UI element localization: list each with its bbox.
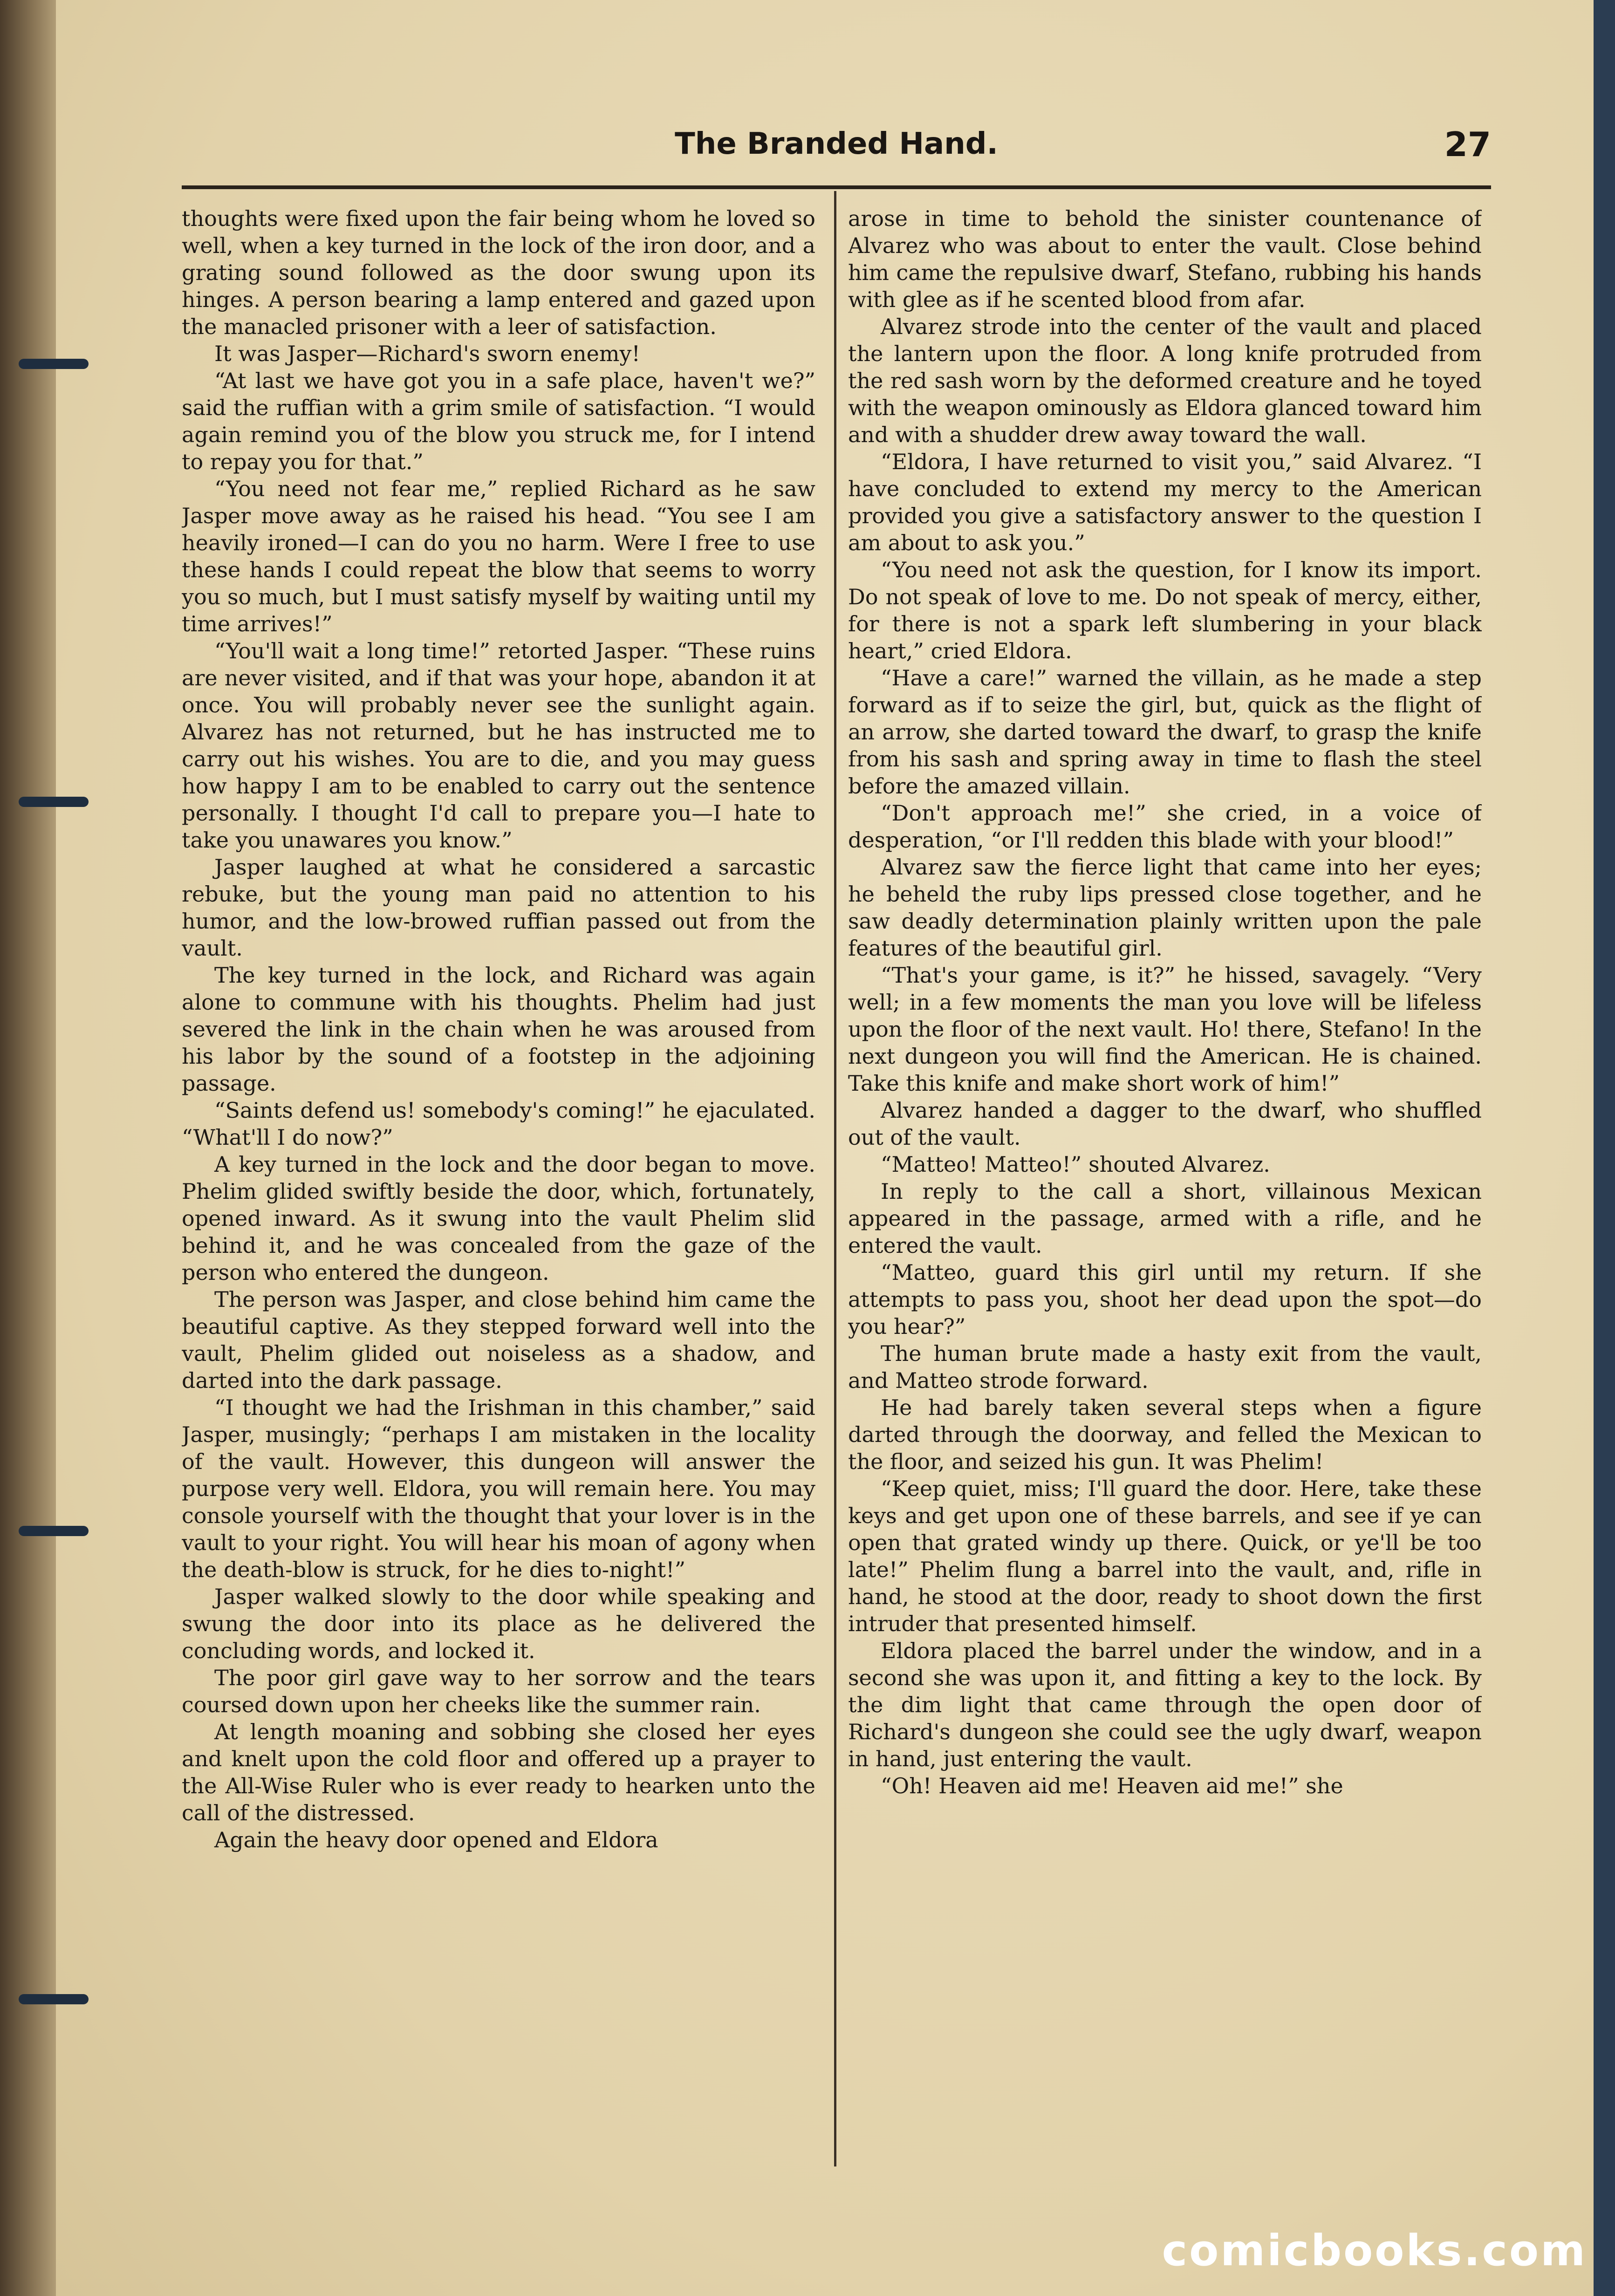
paragraph: “Matteo, guard this girl until my return. If she attempts to pass you, shoot her dead upon the spot—do you hear?” (848, 1260, 1482, 1339)
paragraph: Alvarez strode into the center of the vault and placed the lantern upon the floor. A long knife protruded from the red sash worn by the deformed creature and he toyed with the weapon ominously as Eldora glanced toward him and with a shudder drew away toward the wall. (848, 314, 1482, 447)
paragraph: He had barely taken several steps when a figure darted through the doorway, and felled the Mexican to the floor, and seized his gun. It was Phelim! (848, 1395, 1482, 1474)
paragraph: The person was Jasper, and close behind him came the beautiful captive. As they stepped forward well into the vault, Phelim glided out noiseless as a shadow, and darted into the dark passage. (182, 1287, 815, 1393)
watermark: comicbooks.com (1162, 2226, 1587, 2276)
paragraph: “You'll wait a long time!” retorted Jasper. “These ruins are never visited, and if that was your hope, abandon it at once. You will probably never see the sunlight again. Alvarez has not returned, but he has instructed me to carry out his wishes. You are to die, and you may guess how happy I am to be enabled to carry out the sentence personally. I thought I'd call to prepare you—I hate to take you unawares you know.” (182, 638, 815, 853)
binding-stitch (19, 359, 89, 369)
paragraph: Jasper laughed at what he considered a sarcastic rebuke, but the young man paid no attention to his humor, and the low-browed ruffian passed out from the vault. (182, 854, 815, 961)
running-title: The Branded Hand. (675, 127, 998, 161)
paragraph: “Keep quiet, miss; I'll guard the door. Here, take these keys and get upon one of these barrels, and see if ye can open that grated windy up there. Quick, or ye'll be too late!” Phelim flung a barrel into the vault, and, rifle in hand, he stood at the door, ready to shoot down the first intruder that presented himself. (848, 1476, 1482, 1636)
paragraph: Eldora placed the barrel under the window, and in a second she was upon it, and fitting a key to the lock. By the dim light that came through the open door of Richard's dungeon she could see the ugly dwarf, weapon in hand, just entering the vault. (848, 1638, 1482, 1771)
binding-stitch (19, 797, 89, 807)
page-number: 27 (1444, 125, 1491, 164)
paragraph: “At last we have got you in a safe place, haven't we?” said the ruffian with a grim smile of satisfaction. “I would again remind you of the blow you struck me, for I intend to repay you for that.” (182, 368, 815, 474)
paragraph: The human brute made a hasty exit from the vault, and Matteo strode forward. (848, 1341, 1482, 1393)
paragraph: arose in time to behold the sinister countenance of Alvarez who was about to enter the vault. Close behind him came the repulsive dwarf, Stefano, rubbing his hands with glee as if he scented blood from afar. (848, 206, 1482, 312)
paragraph: “Have a care!” warned the villain, as he made a step forward as if to seize the girl, but, quick as the flight of an arrow, she darted toward the dwarf, to grasp the knife from his sash and spring away in time to flash the steel before the amazed villain. (848, 665, 1482, 799)
paragraph: “Eldora, I have returned to visit you,” said Alvarez. “I have concluded to extend my mercy to the American provided you give a satisfactory answer to the question I am about to ask you.” (848, 449, 1482, 555)
paragraph: “You need not ask the question, for I know its import. Do not speak of love to me. Do not speak of mercy, either, for there is not a spark left slumbering in your black heart,” cried Eldora. (848, 557, 1482, 663)
paragraph: “Oh! Heaven aid me! Heaven aid me!” she (881, 1773, 1343, 1798)
running-header (182, 122, 1491, 178)
paragraph: “Saints defend us! somebody's coming!” he ejaculated. “What'll I do now?” (182, 1098, 815, 1150)
right-column (848, 205, 1482, 2162)
paragraph: It was Jasper—Richard's sworn enemy! (214, 341, 640, 366)
paragraph: “I thought we had the Irishman in this chamber,” said Jasper, musingly; “perhaps I am mistaken in the locality of the vault. However, this dungeon will answer the purpose very well. Eldora, you will remain here. You may console yourself with the thought that your lover is in the vault to your right. You will hear his moan of agony when the death-blow is struck, for he dies to-night!” (182, 1395, 815, 1582)
paragraph: Alvarez saw the fierce light that came into her eyes; he beheld the ruby lips pressed close together, and he saw deadly determination plainly written upon the pale features of the beautiful girl. (848, 854, 1482, 961)
binding-stitch (19, 1526, 89, 1536)
paragraph: At length moaning and sobbing she closed her eyes and knelt upon the cold floor and offered up a prayer to the All-Wise Ruler who is ever ready to hearken unto the call of the distressed. (182, 1719, 815, 1825)
header-rule (182, 185, 1491, 189)
paragraph: A key turned in the lock and the door began to move. Phelim glided swiftly beside the door, which, fortunately, opened inward. As it swung into the vault Phelim slid behind it, and he was concealed from the gaze of the person who entered the dungeon. (182, 1152, 815, 1285)
column-divider (834, 191, 836, 2166)
paragraph: The key turned in the lock, and Richard was again alone to commune with his thoughts. Phelim had just severed the link in the chain when he was aroused from his labor by the sound of a footstep in the adjoining passage. (182, 963, 815, 1096)
paragraph: Jasper walked slowly to the door while speaking and swung the door into its place as he delivered the concluding words, and locked it. (182, 1584, 815, 1663)
paragraph: Again the heavy door opened and Eldora (214, 1827, 658, 1852)
paragraph: “You need not fear me,” replied Richard as he saw Jasper move away as he raised his head. “You see I am heavily ironed—I can do you no harm. Were I free to use these hands I could repeat the blow that seems to worry you so much, but I must satisfy myself by waiting until my time arrives!” (182, 476, 815, 636)
paragraph: “That's your game, is it?” he hissed, savagely. “Very well; in a few moments the man you love will be lifeless upon the floor of the next vault. Ho! there, Stefano! In the next dungeon you will find the American. He is chained. Take this knife and make short work of him!” (848, 963, 1482, 1096)
paragraph: “Don't approach me!” she cried, in a voice of desperation, “or I'll redden this blade with your blood!” (848, 800, 1482, 853)
paragraph: “Matteo! Matteo!” shouted Alvarez. (881, 1152, 1270, 1177)
paragraph: The poor girl gave way to her sorrow and the tears coursed down upon her cheeks like the summer rain. (182, 1665, 815, 1717)
paragraph: Alvarez handed a dagger to the dwarf, who shuffled out of the vault. (848, 1098, 1482, 1150)
paragraph: In reply to the call a short, villainous Mexican appeared in the passage, armed with a rifle, and he entered the vault. (848, 1179, 1482, 1258)
paragraph: thoughts were fixed upon the fair being whom he loved so well, when a key turned in the lock of the iron door, and a grating sound followed as the door swung upon its hinges. A person bearing a lamp entered and gazed upon the manacled prisoner with a leer of satisfaction. (182, 206, 815, 339)
binding-stitch (19, 1994, 89, 2004)
left-column (182, 205, 815, 2162)
